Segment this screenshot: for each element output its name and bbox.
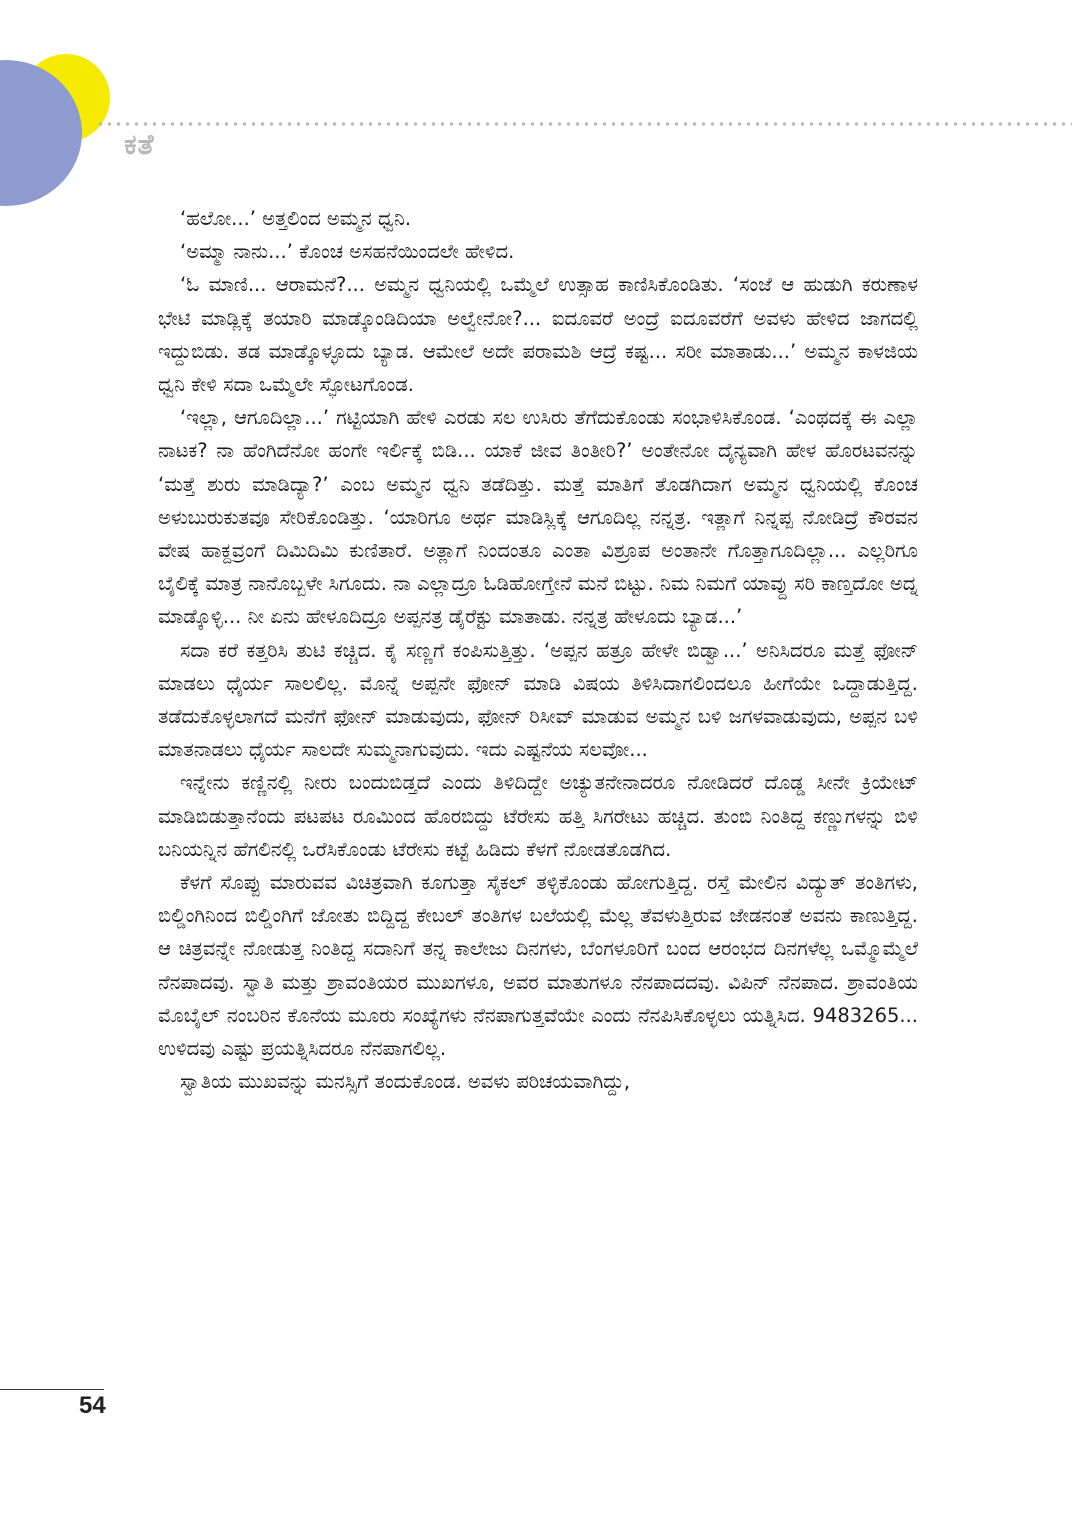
paragraph: ‘ಹಲೋ...’ ಅತ್ತಲಿಂದ ಅಮ್ಮನ ಧ್ವನಿ. xyxy=(180,207,412,230)
paragraph: ಸದಾ ಕರೆ ಕತ್ತರಿಸಿ ತುಟಿ ಕಚ್ಚಿದ. ಕೈ ಸಣ್ಣಗೆ ಕಂಪಿಸುತ್ತಿತ್ತು. ‘ಅಪ್ಪನ ಹತ್ರೂ ಹೇಳೇ ಬಿಡ್ವಾ...’ ಅನಿಸಿದರೂ ಮತ್ತೆ ಫೋನ್ ಮಾಡಲು ಧೈರ್ಯ ಸಾಲಲಿಲ್ಲ. ಮೊನ್ನೆ ಅಪ್ಪನೇ ಫೋನ್ ಮಾಡಿ ವಿಷಯ ತಿಳಿಸಿದಾಗಲಿಂದಲೂ ಹೀಗೆಯೇ ಒದ್ದಾಡುತ್ತಿದ್ದ. ತಡೆದುಕೊಳ್ಳಲಾಗದೆ ಮನೆಗೆ ಫೋನ್ ಮಾಡುವುದು, ಫೋನ್ ರಿಸೀವ್ ಮಾಡುವ ಅಮ್ಮನ ಬಳಿ ಜಗಳವಾಡುವುದು, ಅಪ್ಪನ ಬಳಿ ಮಾತನಾಡಲು ಧೈರ್ಯ ಸಾಲದೇ ಸುಮ್ಮನಾಗುವುದು. ಇದು ಎಷ್ಟನೆಯ ಸಲವೋ... xyxy=(158,638,918,762)
paragraph: ಸ್ವಾತಿಯ ಮುಖವನ್ನು ಮನಸ್ಸಿಗೆ ತಂದುಕೊಂಡ. ಅವಳು ಪರಿಚಯವಾಗಿದ್ದು, xyxy=(180,1070,631,1094)
paragraph: ಕೆಳಗೆ ಸೊಪ್ಪು ಮಾರುವವ ವಿಚಿತ್ರವಾಗಿ ಕೂಗುತ್ತಾ ಸೈಕಲ್ ತಳ್ಳಿಕೊಂಡು ಹೋಗುತ್ತಿದ್ದ. ರಸ್ತೆ ಮೇಲಿನ ವಿದ್ಯುತ್ ತಂತಿಗಳು, ಬಿಲ್ಡಿಂಗಿನಿಂದ ಬಿಲ್ಡಿಂಗಿಗೆ ಜೋತು ಬಿದ್ದಿದ್ದ ಕೇಬಲ್ ತಂತಿಗಳ ಬಲೆಯಲ್ಲಿ ಮೆಲ್ಲ ತೆವಳುತ್ತಿರುವ ಜೇಡನಂತೆ ಅವನು ಕಾಣುತ್ತಿದ್ದ. ಆ ಚಿತ್ರವನ್ನೇ ನೋಡುತ್ತ ನಿಂತಿದ್ದ ಸದಾನಿಗೆ ತನ್ನ ಕಾಲೇಜು ದಿನಗಳು, ಬೆಂಗಳೂರಿಗೆ ಬಂದ ಆರಂಭದ ದಿನಗಳೆಲ್ಲ ಒಮ್ಮೊಮ್ಮೆಲೆ ನೆನಪಾದವು. ಸ್ವಾತಿ ಮತ್ತು ಶ್ರಾವಂತಿಯರ ಮುಖಗಳೂ, ಅವರ ಮಾತುಗಳೂ ನೆನಪಾದದವು. ವಿಪಿನ್ ನೆನಪಾದ. ಶ್ರಾವಂತಿಯ ಮೊಬೈಲ್ ನಂಬರಿನ ಕೊನೆಯ ಮೂರು ಸಂಖ್ಯೆಗಳು ನೆನಪಾಗುತ್ತವೆಯೇ ಎಂದು ನೆನಪಿಸಿಕೊಳ್ಳಲು ಯತ್ನಿಸಿದ. 9483265... ಉಳಿದವು ಎಷ್ಟು ಪ್ರಯತ್ನಿಸಿದರೂ ನೆನಪಾಗಲಿಲ್ಲ. xyxy=(158,871,918,1061)
paragraph: ‘ಓ ಮಾಣಿ... ಆರಾಮನೆ?... ಅಮ್ಮನ ಧ್ವನಿಯಲ್ಲಿ ಒಮ್ಮೆಲೆ ಉತ್ಸಾಹ ಕಾಣಿಸಿಕೊಂಡಿತು. ‘ಸಂಜೆ ಆ ಹುಡುಗಿ ಕರುಣಾಳ ಭೇಟಿ ಮಾಡ್ಲಿಕ್ಕೆ ತಯಾರಿ ಮಾಡ್ಕೊಂಡಿದಿಯಾ ಅಲ್ವೇನೋ?... ಐದೂವರೆ ಅಂದ್ರೆ ಐದೂವರೆಗೆ ಅವಳು ಹೇಳಿದ ಜಾಗದಲ್ಲಿ ಇದ್ದುಬಿಡು. ತಡ ಮಾಡ್ಕೊಳ್ಳೂದು ಬ್ಯಾಡ. ಆಮೇಲೆ ಅದೇ ಪರಾಮಶಿ ಆದ್ರೆ ಕಷ್ಟ... ಸರೀ ಮಾತಾಡು...’ ಅಮ್ಮನ ಕಾಳಜಿಯ ಧ್ವನಿ ಕೇಳಿ ಸದಾ ಒಮ್ಮೆಲೇ ಸ್ಫೋಟಗೊಂಡ. xyxy=(158,273,918,397)
paragraph: ಇನ್ನೇನು ಕಣ್ಣಿನಲ್ಲಿ ನೀರು ಬಂದುಬಿಡ್ತದೆ ಎಂದು ತಿಳಿದಿದ್ದೇ ಅಚ್ಯುತನೇನಾದರೂ ನೋಡಿದರೆ ದೊಡ್ಡ ಸೀನೇ ಕ್ರಿಯೇಟ್ ಮಾಡಿಬಿಡುತ್ತಾನೆಂದು ಪಟಪಟ ರೂಮಿಂದ ಹೊರಬಿದ್ದು ಟೆರೇಸು ಹತ್ತಿ ಸಿಗರೇಟು ಹಚ್ಚಿದ. ತುಂಬಿ ನಿಂತಿದ್ದ ಕಣ್ಣುಗಳನ್ನು ಬಿಳಿ ಬನಿಯನ್ನಿನ ಹೆಗಲಿನಲ್ಲಿ ಒರೆಸಿಕೊಂಡು ಟೆರೇಸು ಕಟ್ಟೆ ಹಿಡಿದು ಕೆಳಗೆ ನೋಡತೊಡಗಿದ. xyxy=(158,771,918,861)
footer-rule xyxy=(0,1389,104,1390)
paragraph: ‘ಇಲ್ಲಾ, ಆಗೂದಿಲ್ಲಾ...’ ಗಟ್ಟಿಯಾಗಿ ಹೇಳಿ ಎರಡು ಸಲ ಉಸಿರು ತೆಗೆದುಕೊಂಡು ಸಂಭಾಳಿಸಿಕೊಂಡ. ‘ಎಂಥದಕ್ಕೆ ಈ ಎಲ್ಲಾ ನಾಟಕ? ನಾ ಹೆಂಗಿದೆನೋ ಹಂಗೇ ಇರ್ಲಿಕ್ಕೆ ಬಿಡಿ... ಯಾಕೆ ಜೀವ ತಿಂತೀರಿ?’ ಅಂತೇನೋ ದೈನ್ಯವಾಗಿ ಹೇಳ ಹೊರಟವನನ್ನು ‘ಮತ್ತೆ ಶುರು ಮಾಡಿದ್ಯಾ?’ ಎಂಬ ಅಮ್ಮನ ಧ್ವನಿ ತಡೆದಿತ್ತು. ಮತ್ತೆ ಮಾತಿಗೆ ತೊಡಗಿದಾಗ ಅಮ್ಮನ ಧ್ವನಿಯಲ್ಲಿ ಕೊಂಚ ಅಳುಬುರುಕುತವೂ ಸೇರಿಕೊಂಡಿತ್ತು. ‘ಯಾರಿಗೂ ಅರ್ಥ ಮಾಡಿಸ್ಲಿಕ್ಕೆ ಆಗೂದಿಲ್ಲ ನನ್ನತ್ರ. ಇತ್ಲಾಗೆ ನಿನ್ನಪ್ಪ ನೋಡಿದ್ರೆ ಕೌರವನ ವೇಷ ಹಾಕ್ದವ್ರಂಗೆ ದಿಮಿದಿಮಿ ಕುಣಿತಾರೆ. ಅತ್ಲಾಗೆ ನಿಂದಂತೂ ಎಂತಾ ವಿಶ್ರೂಪ ಅಂತಾನೇ ಗೊತ್ತಾಗೂದಿಲ್ಲಾ... ಎಲ್ಲರಿಗೂ ಬೈಲಿಕ್ಕೆ ಮಾತ್ರ ನಾನೊಬ್ಬಳೇ ಸಿಗೂದು. ನಾ ಎಲ್ಲಾದ್ರೂ ಓಡಿಹೋಗ್ತೇನೆ ಮನೆ ಬಿಟ್ಟು. ನಿಮ ನಿಮಗೆ ಯಾವ್ದು ಸರಿ ಕಾಣ್ತದೋ ಅದ್ನ ಮಾಡ್ಕೊಳ್ಳಿ... ನೀ ಏನು ಹೇಳೂದಿದ್ರೂ ಅಪ್ಪನತ್ರ ಡೈರೆಕ್ಟು ಮಾತಾಡು. ನನ್ನತ್ರ ಹೇಳೂದು ಬ್ಯಾಡ...’ xyxy=(158,406,918,629)
page-number: 54 xyxy=(79,1392,106,1419)
dotted-header-rule xyxy=(96,122,1072,126)
section-label: ಕತೆ xyxy=(124,128,155,161)
paragraph: ‘ಅಮ್ಮಾ ನಾನು...’ ಕೊಂಚ ಅಸಹನೆಯಿಂದಲೇ ಹೇಳಿದ. xyxy=(180,240,515,264)
story-body xyxy=(158,202,918,1098)
